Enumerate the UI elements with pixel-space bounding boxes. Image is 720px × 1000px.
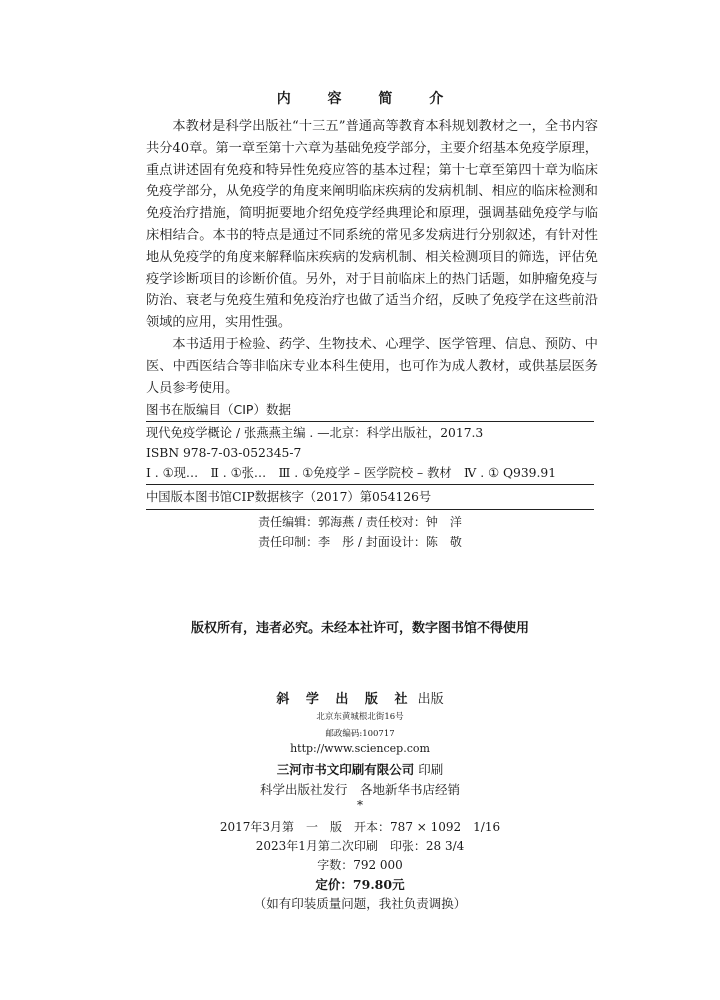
printer-suffix: 印刷	[418, 762, 444, 777]
price-label: 定价：	[315, 877, 353, 892]
cip-record-number: 中国版本图书馆CIP数据核字（2017）第054126号	[146, 490, 432, 504]
credits-production: 责任印制：李 彤 / 封面设计：陈 敬	[258, 535, 462, 549]
cip-heading: 图书在版编目（CIP）数据	[146, 402, 291, 417]
publisher-address: 北京东黄城根北街16号	[316, 712, 404, 722]
price-value: 79.80元	[352, 877, 405, 892]
cip-classification: Ⅰ . ①现… Ⅱ . ①张… Ⅲ . ①免疫学 – 医学院校 – 教材 Ⅳ . ① Q939.91	[146, 466, 557, 480]
printer-name: 三河市书文印刷有限公司	[276, 762, 415, 777]
cip-divider	[146, 484, 594, 485]
content-summary	[146, 116, 598, 399]
quality-note: （如有印装质量问题，我社负责调换）	[253, 896, 467, 911]
publisher-logo: 斜 学 出 版 社	[276, 692, 414, 707]
publisher-line	[0, 688, 720, 707]
word-count: 字数：792 000	[317, 858, 403, 872]
distribution-line: 科学出版社发行 各地新华书店经销	[259, 782, 460, 797]
cip-divider	[146, 421, 594, 422]
publisher-postcode: 邮政编码:100717	[325, 729, 395, 739]
publisher-url: http://www.sciencep.com	[290, 742, 430, 755]
cip-divider	[146, 509, 594, 510]
printing-line: 2023年1月第二次印刷 印张：28 3/4	[255, 839, 465, 853]
page-title: 内 容 简 介	[276, 91, 460, 107]
cip-title-line: 现代免疫学概论 / 张燕燕主编 . —北京：科学出版社，2017.3	[146, 426, 484, 440]
credits	[0, 512, 720, 552]
printer-line	[0, 760, 720, 778]
summary-paragraph: 本书适用于检验、药学、生物技术、心理学、医学管理、信息、预防、中医、中西医结合等非临床专业本科生使用，也可作为成人教材，或供基层医务人员参考使用。	[146, 336, 598, 396]
credits-editors: 责任编辑：郭海燕 / 责任校对：钟 洋	[258, 515, 462, 529]
price-line	[0, 875, 720, 893]
copyright-notice: 版权所有，违者必究。未经本社许可，数字图书馆不得使用	[190, 621, 529, 636]
separator-star: *	[357, 798, 363, 812]
cip-isbn: ISBN 978-7-03-052345-7	[146, 446, 302, 460]
summary-paragraph: 本教材是科学出版社“十三五”普通高等教育本科规划教材之一，全书内容共分40章。第一章至第十六章为基础免疫学部分，主要介绍基本免疫学原理，重点讲述固有免疫和特异性免疫应答的基本过程；第十七章至第四十章为临床免疫学部分，从免疫学的角度来阐明临床疾病的发病机制、相应的临床检测和免疫治疗措施，简明扼要地介绍免疫学经典理论和原理，强调基础免疫学与临床相结合。本书的特点是通过不同系统的常见多发病进行分别叙述，有针对性地从免疫学的角度来解释临床疾病的发病机制、相关检测项目的筛选，评估免疫学诊断项目的诊断价值。另外，对于目前临床上的热门话题，如肿瘤免疫与防治、衰老与免疫生殖和免疫治疗也做了适当介绍，反映了免疫学在这些前沿领域的应用，实用性强。	[146, 119, 598, 331]
edition-line: 2017年3月第 一 版 开本：787 × 1092 1/16	[219, 820, 501, 834]
publisher-suffix: 出版	[417, 692, 444, 707]
